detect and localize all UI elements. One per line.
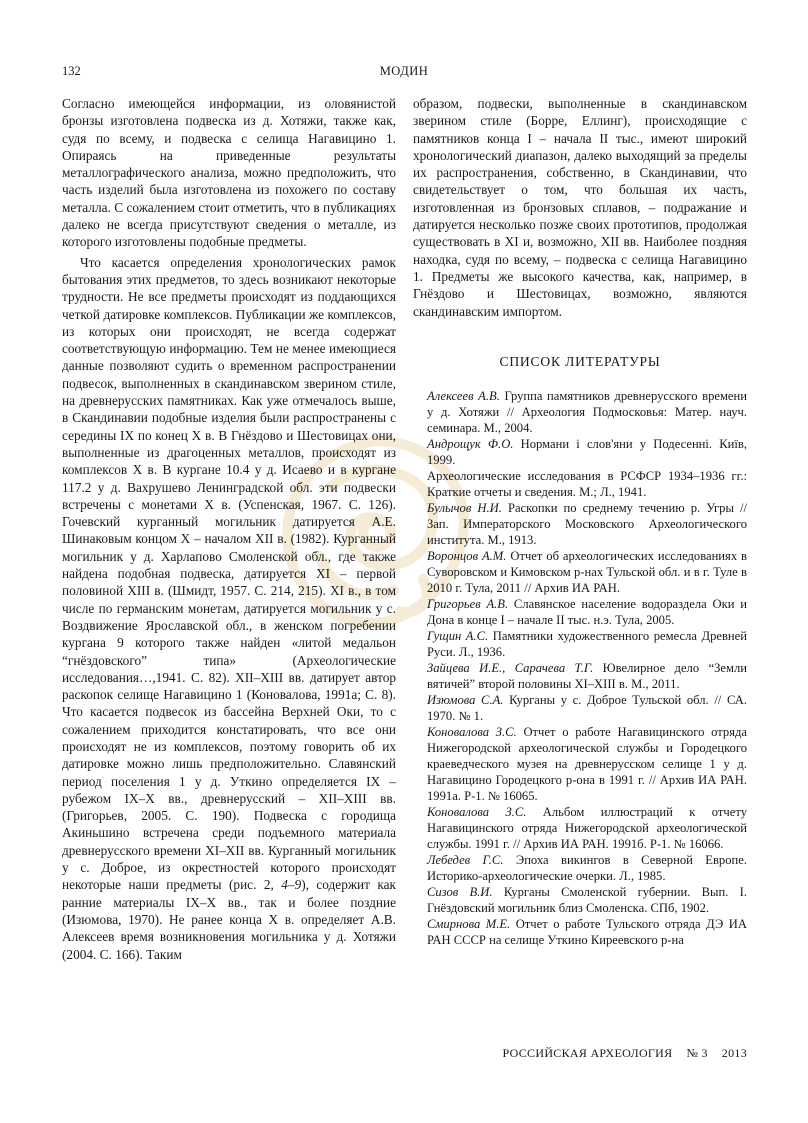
reference-text: Отчет о работе Тульского отряда ДЭ ИА РАН СССР на селище Уткино Киреевского р-на xyxy=(427,917,748,948)
reference-author: Гущин А.С. xyxy=(427,629,489,644)
reference-entry xyxy=(413,852,747,884)
reference-entry xyxy=(413,596,747,628)
reference-author: Коновалова З.С. xyxy=(427,805,527,820)
running-title: МОДИН xyxy=(379,64,429,78)
reference-text: Эпоха викингов в Северной Европе. Историко-археологические очерки. Л., 1985. xyxy=(427,853,747,884)
reference-text: Памятники художественного ремесла Древней Руси. Л., 1936. xyxy=(427,629,747,660)
reference-entry xyxy=(413,692,747,724)
reference-text: Курганы у с. Доброе Тульской обл. // СА. 1970. № 1. xyxy=(427,693,747,724)
right-column xyxy=(413,95,747,948)
body-paragraph xyxy=(62,254,396,963)
reference-entry xyxy=(413,660,747,692)
reference-entry xyxy=(413,724,747,804)
reference-author: Григорьев А.В. xyxy=(427,597,509,612)
reference-text: Раскопки по среднему течению р. Угры // Зап. Императорского Московского Археологического института. М., 1913. xyxy=(427,501,747,548)
paragraph-text: ), содержит как ранние материалы IX–X вв., так и более поздние (Изюмова, 1970). Не ранее конца X в. определяет А.В. Алексеев время возникновения могильника у д. Хотяжи (2004. С. 166). Таким xyxy=(62,877,396,962)
reference-author: Смирнова М.Е. xyxy=(427,917,511,932)
left-column xyxy=(62,95,396,963)
reference-author: Изюмова С.А. xyxy=(427,693,504,708)
journal-issue: № 3 xyxy=(686,1046,708,1060)
reference-text: Ювелирное дело “Земли вятичей” второй половины XI–XIII в. М., 2011. xyxy=(427,661,747,692)
page-number: 132 xyxy=(62,64,81,78)
reference-text: Отчет о работе Нагавицинского отряда Нижегородской археологической службы и Городецкого краеведческого музея на древнерусском селище 1 у д. Нагавицино Городецкого р-она в 1991 г. // Архив ИА РАН. 1991а. Р-1. № 16065. xyxy=(427,725,747,804)
reference-entry xyxy=(413,804,747,852)
reference-entry xyxy=(413,500,747,548)
reference-author: Воронцов А.М. xyxy=(427,549,507,564)
reference-entry xyxy=(413,436,747,468)
reference-text: Альбом иллюстраций к отчету Нагавицинского отряда Нижегородской археологической службы. 1991 г. // Архив ИА РАН. 1991б. Р-1. № 16066. xyxy=(427,805,747,852)
reference-author: Коновалова З.С. xyxy=(427,725,517,740)
reference-author: Зайцева И.Е., Сарачева Т.Г. xyxy=(427,661,594,676)
journal-name: РОССИЙСКАЯ АРХЕОЛОГИЯ xyxy=(502,1046,673,1060)
page-footer xyxy=(413,1046,747,1061)
reference-author: Сизов В.И. xyxy=(427,885,493,900)
body-paragraph: образом, подвески, выполненные в скандинавском зверином стиле (Борре, Еллинг), происходящие с памятников конца I – начала II тыс., имеют широкий хронологический диапазон, далеко выходящий за пределы их распространения, собственно, в Скандинавии, что свидетельствует о том, что большая их часть, изготовленная из бронзовых сплавов, – подражание и датируется несколько позже своих прототипов, продолжая существовать в XI и, возможно, XII вв. Наиболее поздняя находка, судя по всему, – подвеска с селища Нагавицино 1. Предметы же высокого качества, как, например, в Гнёздово и Шестовицах, возможно, являются скандинавским импортом. xyxy=(413,96,747,319)
reference-entry xyxy=(413,468,747,500)
reference-author: Булычов Н.И. xyxy=(427,501,502,516)
reference-entry xyxy=(413,916,747,948)
reference-text: Археологические исследования в РСФСР 1934–1936 гг.: Краткие отчеты и сведения. М.; Л., 1941. xyxy=(427,469,747,500)
reference-author: Лебедев Г.С. xyxy=(427,853,504,868)
references-heading: СПИСОК ЛИТЕРАТУРЫ xyxy=(499,353,661,369)
reference-author: Андрощук Ф.О. xyxy=(427,437,514,452)
reference-entry xyxy=(413,548,747,596)
reference-text: Славянское население водораздела Оки и Дона в конце I – начале II тыс. н.э. Тула, 2005. xyxy=(427,597,747,628)
journal-year: 2013 xyxy=(721,1046,747,1060)
page-header xyxy=(62,64,746,84)
reference-text: Курганы Смоленской губернии. Вып. I. Гнёздовский могильник близ Смоленска. СПб, 1902. xyxy=(427,885,747,916)
reference-entry xyxy=(413,388,747,436)
figure-reference: 4–9 xyxy=(281,877,302,893)
reference-entry xyxy=(413,884,747,916)
reference-text: Отчет об археологических исследованиях в Суворовском и Кимовском р-нах Тульской обл. и в г. Туле в 2010 г. Тула, 2011 // Архив ИА РАН. xyxy=(427,549,747,596)
reference-text: Нормани і слов'яни у Подесенні. Київ, 1999. xyxy=(427,437,747,468)
reference-entry xyxy=(413,628,747,660)
reference-text: Группа памятников древнерусского времени у д. Хотяжи // Археология Подмосковья: Матер. науч. семинара. М., 2004. xyxy=(427,389,747,436)
references-list xyxy=(413,388,747,948)
body-paragraph: Согласно имеющейся информации, из оловянистой бронзы изготовлена подвеска из д. Хотяжи, также как, судя по всему, и подвеска с селища Нагавицино 1. Опираясь на приведенные результаты металлографического анализа, можно предположить, что часть изделий была изготовлена из похожего по составу металла. С сожалением стоит отметить, что в публикациях далеко не всегда присутствуют сведения о металле, из которого изготовлены подобные предметы. xyxy=(62,96,396,250)
reference-author: Алексеев А.В. xyxy=(427,389,500,404)
paragraph-text: Что касается определения хронологических рамок бытования этих предметов, то здесь возникают некоторые трудности. Не все предметы происходят из поддающихся четкой датировке комплексов. Публикации же комплексов, из которых они происходят, не всегда содержат соответствующую информацию. Тем не менее имеющиеся данные позволяют судить о временном распространении подвесок, выполненных в скандинавском зверином стиле, на древнерусских памятниках. Как уже отмечалось выше, в Скандинавии подобные изделия были распространены с середины IX по конец X в. В Гнёздово и Шестовицах они, выполненные из драгоценных металлов, происходят из комплексов X в. В кургане 10.4 у д. Исаево и в кургане 117.2 у д. Вахрушево Ленинградской обл. эти подвески встречены с монетами X в. (Успенская, 1967. С. 126). Гочевский курганный могильник датируется А.Е. Шинаковым концом X – началом XII в. (1982). Курганный могильник у д. Харлапово Смоленской обл., где также найдена подобная подвеска, датируется XI – первой половиной XIII в. (Шмидт, 1957. С. 214, 215). XI в., в том числе по германским монетам, датируется могильник у с. Воздвижение Ярославской обл., в женском погребении кургана 9 которого также найден «литой медальон “гнёздовского” типа» (Археологические исследования…,1941. С. 82). XII–XIII вв. датирует автор раскопок селище Нагавицино 1 (Коновалова, 1991а; С. 8). Что касается подвесок из бассейна Верхней Оки, то с сожалением приходится констатировать, что все они происходят не из комплексов, поэтому говорить об их датировке можно лишь предположительно. Славянский период поселения 1 у д. Уткино определяется IX – рубежом IX–X вв., древнерусский – XII–XIII вв. (Григорьев, 2005. С. 190). Подвеска с городища Акиньшино встречена среди подъемного материала древнерусского времени XI–XII вв. Курганный могильник у с. Доброе, из окрестностей которого происходят некоторые наши предметы (рис. 2, xyxy=(62,254,396,893)
